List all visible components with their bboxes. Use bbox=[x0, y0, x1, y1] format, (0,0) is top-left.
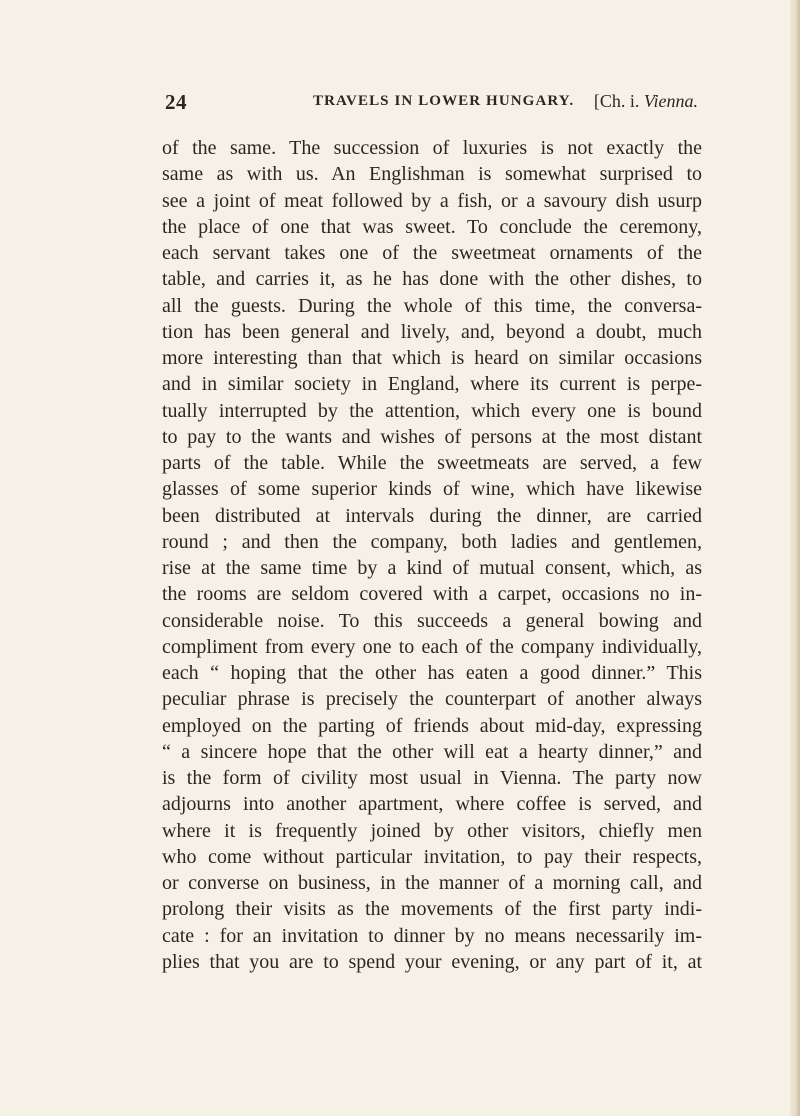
text-line: employed on the parting of friends about mid-day, expressing bbox=[162, 714, 702, 737]
text-line: prolong their visits as the movements of the first party indi- bbox=[162, 898, 702, 921]
text-line: compliment from every one to each of the company individually, bbox=[162, 635, 702, 658]
text-line: plies that you are to spend your evening, or any part of it, at bbox=[162, 950, 702, 973]
text-line: rise at the same time by a kind of mutual consent, which, as bbox=[162, 557, 702, 579]
text-line: tually interrupted by the attention, which every one is bound bbox=[162, 399, 702, 422]
text-line: “ a sincere hope that the other will eat a hearty dinner,” and bbox=[162, 740, 702, 763]
running-header bbox=[165, 90, 698, 116]
page-number: 24 bbox=[165, 90, 187, 114]
text-line: to pay to the wants and wishes of persons at the most distant bbox=[162, 425, 702, 448]
text-line: cate : for an invitation to dinner by no means necessarily im- bbox=[162, 924, 702, 947]
text-line: who come without particular invitation, to pay their respects, bbox=[162, 845, 702, 868]
text-line: parts of the table. While the sweetmeats are served, a few bbox=[162, 452, 702, 474]
text-line: the rooms are seldom covered with a carpet, occasions no in- bbox=[162, 583, 702, 606]
text-line: each “ hoping that the other has eaten a good dinner.” This bbox=[162, 662, 702, 684]
text-line: of the same. The succession of luxuries is not exactly the bbox=[162, 137, 702, 159]
text-line: is the form of civility most usual in Vienna. The party now bbox=[162, 767, 702, 789]
text-line: tion has been general and lively, and, beyond a doubt, much bbox=[162, 320, 702, 343]
text-line: each servant takes one of the sweetmeat ornaments of the bbox=[162, 242, 702, 264]
chapter-number: [Ch. i. bbox=[593, 91, 640, 111]
running-title: TRAVELS IN LOWER HUNGARY. bbox=[313, 93, 575, 109]
text-line: where it is frequently joined by other visitors, chiefly men bbox=[162, 819, 702, 842]
text-line: table, and carries it, as he has done with the other dishes, to bbox=[162, 268, 702, 291]
text-line: been distributed at intervals during the dinner, are carried bbox=[162, 504, 702, 527]
text-line: round ; and then the company, both ladies and gentlemen, bbox=[162, 530, 702, 553]
text-line: more interesting than that which is heard on similar occasions bbox=[162, 347, 702, 369]
text-line: peculiar phrase is precisely the counterpart of another always bbox=[162, 688, 702, 711]
text-line: or converse on business, in the manner of a morning call, and bbox=[162, 872, 702, 894]
text-line: all the guests. During the whole of this time, the conversa- bbox=[162, 294, 702, 317]
text-line: see a joint of meat followed by a fish, or a savoury dish usurp bbox=[162, 189, 702, 212]
text-line: considerable noise. To this succeeds a general bowing and bbox=[162, 609, 702, 632]
body-text bbox=[162, 135, 702, 975]
text-line: same as with us. An Englishman is somewhat surprised to bbox=[162, 163, 702, 186]
text-line: adjourns into another apartment, where coffee is served, and bbox=[162, 793, 702, 816]
text-line: and in similar society in England, where its current is perpe- bbox=[162, 373, 702, 396]
chapter-place: Vienna. bbox=[643, 91, 698, 111]
text-line: the place of one that was sweet. To conclude the ceremony, bbox=[162, 215, 702, 238]
chapter-reference bbox=[594, 91, 698, 112]
text-line: glasses of some superior kinds of wine, which have likewise bbox=[162, 478, 702, 501]
page-edge-shadow bbox=[790, 0, 800, 1116]
